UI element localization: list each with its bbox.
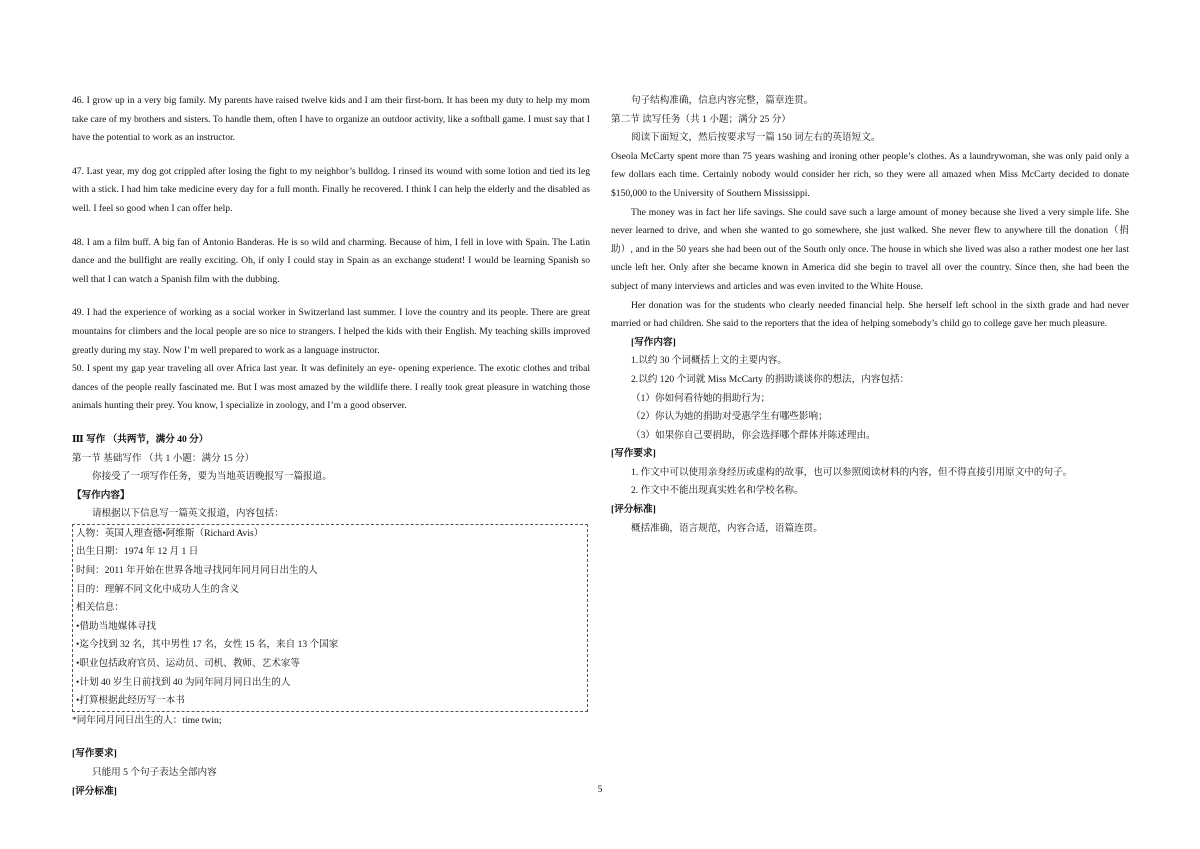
question-46: 46. I grow up in a very big family. My parents have raised twelve kids and I am their first-born. It has been my duty to help my mom take care of my brothers and sisters. To handle them, often I have to organize an outdoor activity, like a softball game. I must say that I have the potential to work as an instructor. [72,95,590,144]
info-line: 人物：英国人理查德•阿维斯（Richard Avis） [76,527,264,539]
requirement-item: 2. 作文中不能出现真实姓名和学校名称。 [631,485,804,497]
footnote: *同年同月同日出生的人：time twin; [72,714,222,726]
left-column [72,92,590,801]
content-item: 2.以约 120 个词就 Miss McCarty 的捐助谈谈你的想法，内容包括： [631,373,910,385]
passage-paragraph-3: Her donation was for the students who clearly needed financial help. She herself left school in the sixth grade and had never married or had children. She said to the reporters that the idea of helping somebody’s child go to college gave her much pleasure. [611,299,1129,330]
criteria-heading: [评分标准] [611,504,656,516]
criteria-continuation: 句子结构准确，信息内容完整，篇章连贯。 [631,95,814,106]
info-line: •打算根据此经历写一本书 [76,695,185,707]
content-item: （3）如果你自己要捐助，你会选择哪个群体并陈述理由。 [631,429,876,441]
question-48: 48. I am a film buff. A big fan of Antonio Banderas. He is so wild and charming. Because of him, I fell in love with Spain. The Latin dance and the bullfight are really exciting. Oh, if only I could stay in Spain as an exchange student! I would be learning Spanish so well that I can watch a Spanish film with the dubbing. [72,236,590,285]
part1-task: 你接受了一项写作任务，要为当地英语晚报写一篇报道。 [92,471,332,483]
part2-heading: 第二节 读写任务（共 1 小题；满分 25 分） [611,113,791,125]
requirement-item: 1. 作文中可以使用亲身经历或虚构的故事，也可以参照阅读材料的内容，但不得直接引用原文中的句子。 [631,466,1073,478]
passage-paragraph-1: Oseola McCarty spent more than 75 years washing and ironing other people’s clothes. As a laundrywoman, she was only paid only a few dollars each time. Certainly nobody would consider her rich, so they were all amazed when Miss McCarty decided to donate $150,000 to the University of Southern Mississippi. [611,150,1129,199]
info-line: 时间：2011 年开始在世界各地寻找同年同月同日出生的人 [76,565,318,577]
requirements-text: 只能用 5 个句子表达全部内容 [92,767,217,778]
writing-section-title: Ⅲ 写作 （共两节，满分 40 分） [72,433,209,445]
info-line: •计划 40 岁生日前找到 40 为同年同月同日出生的人 [76,676,291,688]
content-intro: 请根据以下信息写一篇英文报道，内容包括： [92,508,284,520]
info-line: •迄今找到 32 名，其中男性 17 名，女性 15 名，来自 13 个国家 [76,639,339,651]
criteria-text: 概括准确，语言规范，内容合适，语篇连贯。 [631,522,823,534]
right-column [611,92,1129,538]
requirements-heading: [写作要求] [611,448,656,460]
info-line: •职业包括政府官员、运动员、司机、教师、艺术家等 [76,658,301,670]
content-heading: 【写作内容】 [72,489,130,501]
content-heading: [写作内容] [631,336,676,348]
content-item: （2）你认为她的捐助对受惠学生有哪些影响； [631,411,828,423]
requirements-heading: [写作要求] [72,748,117,760]
question-47: 47. Last year, my dog got crippled after losing the fight to my neighbor’s bulldog. I rinsed its wound with some lotion and tied its leg with a stick. I had him take medicine every day for a full month. Finally he recovered. I think I can help the elderly and the disabled as well. I feel so good when I can offer help. [72,165,590,214]
page-number: 5 [597,784,603,795]
content-item: 1.以约 30 个词概括上文的主要内容。 [631,355,787,367]
content-item: （1）你如何看待她的捐助行为； [631,392,771,404]
info-line: 出生日期：1974 年 12 月 1 日 [76,546,199,558]
info-box [72,524,588,712]
info-line: •借助当地媒体寻找 [76,620,157,632]
part1-heading: 第一节 基础写作 （共 1 小题：满分 15 分） [72,452,255,464]
info-line: 目的：理解不同文化中成功人生的含义 [76,583,240,595]
criteria-heading: [评分标准] [72,785,117,797]
question-49: 49. I had the experience of working as a social worker in Switzerland last summer. I love the country and its people. There are great mountains for climbers and the local people are so nice to strangers. I helped the kids with their English. My teaching skills improved greatly during my stay. Now I’m well prepared to work as a language instructor. [72,307,590,356]
passage-paragraph-2: The money was in fact her life savings. She could save such a large amount of money because she lived a very simple life. She never learned to drive, and when she wanted to go somewhere, she just walked. She never flew to anywhere till the donation（捐助）, and in the 50 years she had been out of the South only once. The house in which she lived was also a rather modest one her last uncle left her. Only after she became known in America did she begin to travel all over the country. Since then, she had been the subject of many interviews and articles and was even invited to the White House. [611,206,1129,292]
question-50: 50. I spent my gap year traveling all over Africa last year. It was definitely an eye- opening experience. The exotic clothes and tribal dances of the people really fascinated me. But I was most amazed by the wildlife there. I really took great pleasure in watching those animals hunting their prey. You know, I specialize in zoology, and I’m a good observer. [72,363,590,412]
part2-task: 阅读下面短文，然后按要求写一篇 150 词左右的英语短文。 [631,132,881,144]
info-line: 相关信息： [76,602,124,614]
